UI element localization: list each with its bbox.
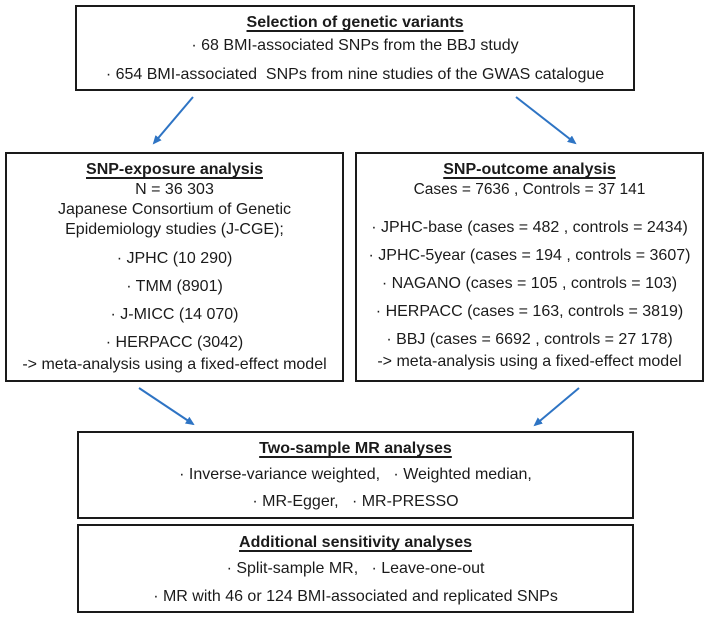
box-two-sample-mr-analyses (77, 431, 634, 519)
bullet-item: · MR-Egger, · MR-PRESSO (252, 493, 459, 510)
bullet-item: · BBJ (cases = 6692 , controls = 27 178) (386, 331, 673, 348)
box-title: Additional sensitivity analyses (239, 534, 472, 551)
box-additional-sensitivity-analyses (77, 524, 634, 613)
text-line: Japanese Consortium of Genetic (57, 201, 291, 218)
arrow-outcome-to-mr-icon (535, 388, 579, 425)
bullet-item: · JPHC (10 290) (116, 250, 233, 267)
bullet-item: · J-MICC (14 070) (110, 306, 239, 323)
meta-analysis-note: -> meta-analysis using a fixed-effect model (377, 353, 682, 370)
arrow-selection-to-exposure-icon (154, 97, 193, 143)
bullet-item: · JPHC-base (cases = 482 , controls = 2434) (371, 219, 688, 236)
bullet-item: · MR with 46 or 124 BMI-associated and replicated SNPs (153, 588, 558, 605)
bullet-item: · Inverse-variance weighted, · Weighted median, (179, 466, 532, 483)
arrow-selection-to-outcome-icon (516, 97, 575, 143)
bullet-item: · Split-sample MR, · Leave-one-out (226, 560, 485, 577)
bullet-item: · 68 BMI-associated SNPs from the BBJ study (191, 37, 519, 54)
bullet-item: · NAGANO (cases = 105 , controls = 103) (381, 275, 678, 292)
meta-analysis-note: -> meta-analysis using a fixed-effect model (22, 356, 327, 373)
box-title: SNP-exposure analysis (86, 161, 263, 178)
arrow-exposure-to-mr-icon (139, 388, 193, 424)
text-line: Cases = 7636 , Controls = 37 141 (413, 181, 646, 198)
text-line: N = 36 303 (135, 181, 214, 198)
box-selection-of-genetic-variants (75, 5, 635, 91)
bullet-item: · HERPACC (3042) (105, 334, 244, 351)
box-snp-outcome-analysis (355, 152, 704, 382)
bullet-item: · TMM (8901) (126, 278, 223, 295)
box-title: SNP-outcome analysis (443, 161, 616, 178)
bullet-item: · JPHC-5year (cases = 194 , controls = 3607) (368, 247, 691, 264)
bullet-item: · 654 BMI-associated SNPs from nine studies of the GWAS catalogue (105, 66, 605, 83)
box-title: Two-sample MR analyses (259, 440, 452, 457)
box-title: Selection of genetic variants (246, 14, 464, 31)
text-line: Epidemiology studies (J-CGE); (65, 221, 284, 238)
bullet-item: · HERPACC (cases = 163, controls = 3819) (375, 303, 684, 320)
box-snp-exposure-analysis (5, 152, 344, 382)
